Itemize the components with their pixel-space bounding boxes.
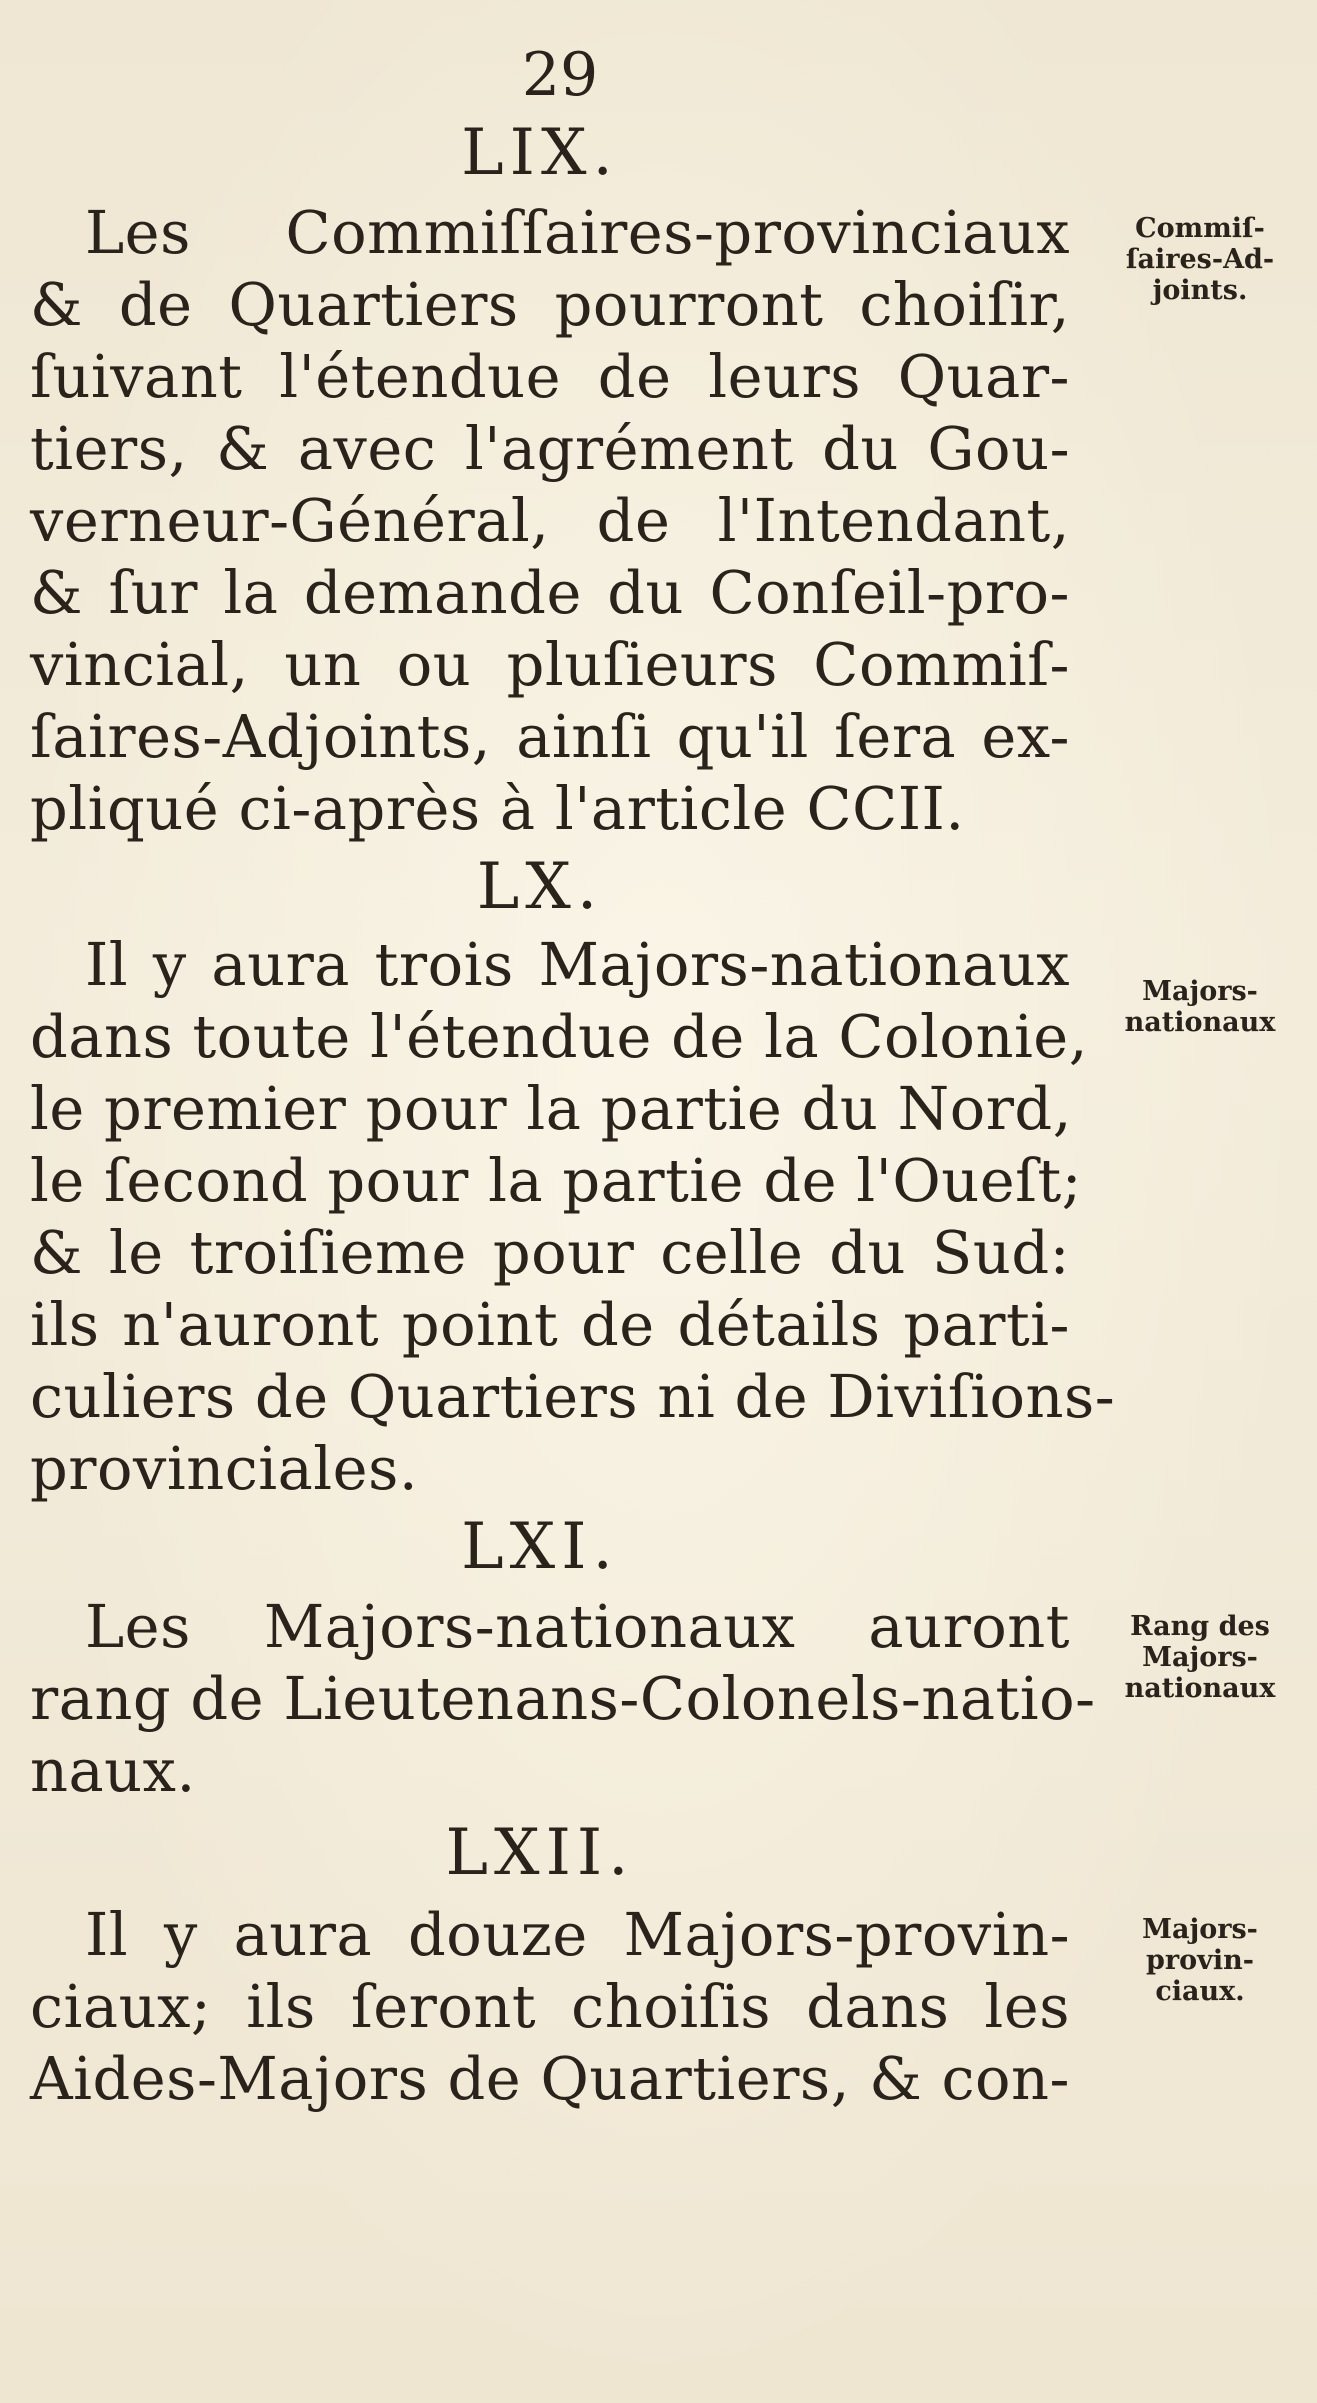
margin-note-majors-nationaux [1095,976,1305,1038]
margin-note-line: ciaux. [1155,1976,1245,2007]
margin-note-commissaires-adjoints [1095,213,1305,306]
text-line: dans toute l'étendue de la Colonie, [30,1002,1088,1071]
margin-note-line: Rang des [1130,1611,1270,1642]
text-line: culiers de Quartiers ni de Diviſions- [30,1362,1116,1431]
margin-note-majors-provinciaux [1095,1914,1305,2007]
margin-note-line: nationaux [1124,1007,1276,1038]
margin-note-line: nationaux [1124,1673,1276,1704]
text-line: ſaires-Adjoints, ainſi qu'il ſera ex- [30,702,1070,771]
text-line: verneur-Général, de l'Intendant, [30,486,1070,555]
margin-note-line: joints. [1152,275,1248,306]
text-line: le ſecond pour la partie de l'Oueſt; [30,1146,1083,1215]
text-line: le premier pour la partie du Nord, [30,1074,1072,1143]
text-line: Aides-Majors de Quartiers, & con- [30,2044,1070,2113]
text-line: ciaux; ils ſeront choiſis dans les [30,1972,1070,2041]
text-line: ſuivant l'étendue de leurs Quar- [30,342,1070,411]
text-line: & le troiſieme pour celle du Sud: [30,1218,1070,1287]
margin-note-line: ſaires-Ad- [1125,244,1275,275]
text-line: & de Quartiers pourront choiſir, [30,270,1070,339]
text-line: provinciales. [30,1434,419,1503]
text-line: Il y aura trois Majors-nationaux [85,930,1070,999]
article-heading-lxii: LXII. [445,1816,635,1890]
text-line: rang de Lieutenans-Colonels-natio- [30,1664,1096,1733]
text-line: Il y aura douze Majors-provin- [85,1900,1070,1969]
margin-note-line: Majors- [1142,1914,1258,1945]
text-line: Les Commiſſaires-provinciaux [85,198,1070,267]
page-number: 29 [521,40,599,110]
text-line: naux. [30,1736,196,1805]
article-heading-lx: LX. [476,850,604,924]
text-line: ils n'auront point de détails parti- [30,1290,1070,1359]
text-line: Les Majors-nationaux auront [85,1592,1070,1661]
margin-note-line: provin- [1146,1945,1254,1976]
article-heading-lxi: LXI. [461,1510,619,1584]
article-heading-lix: LIX. [461,116,619,190]
text-line: vincial, un ou pluſieurs Commiſ- [30,630,1070,699]
text-line: pliqué ci-après à l'article CCII. [30,774,965,843]
margin-note-line: Commiſ- [1135,213,1265,244]
margin-note-line: Majors- [1142,976,1258,1007]
margin-note-rang-des-majors [1095,1611,1305,1704]
text-line: & ſur la demande du Conſeil-pro- [30,558,1070,627]
text-line: tiers, & avec l'agrément du Gou- [30,414,1070,483]
margin-note-line: Majors- [1142,1642,1258,1673]
